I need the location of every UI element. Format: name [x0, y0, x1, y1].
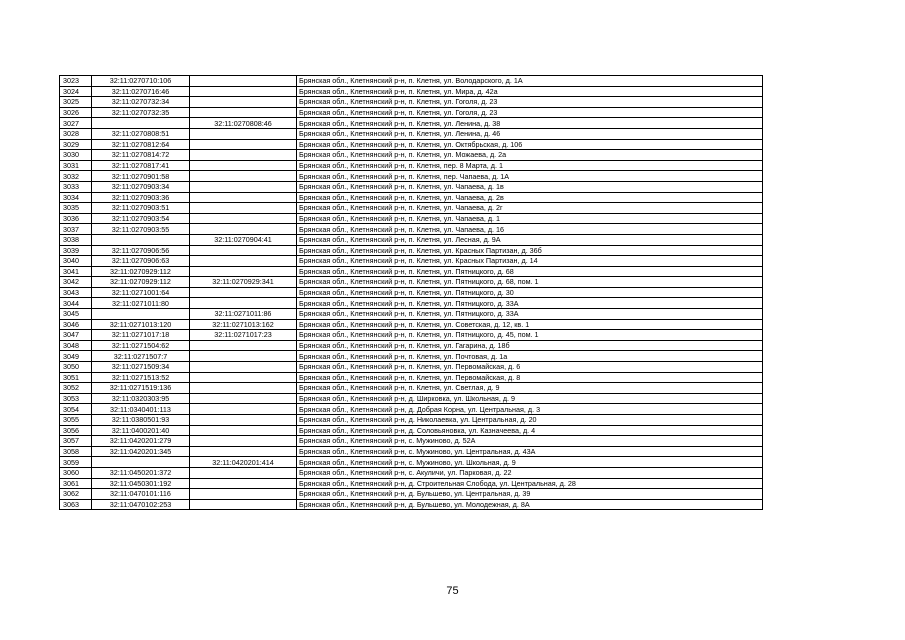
- address-cell: Брянская обл., Клетнянский р-н, п. Клетня, ул. Можаева, д. 2а: [297, 150, 763, 161]
- address-cell: Брянская обл., Клетнянский р-н, п. Клетня, ул. Ленина, д. 38: [297, 118, 763, 129]
- cadastral-number-cell: 32:11:0270929:112: [92, 266, 190, 277]
- cadastral-number-cell: 32:11:0270710:106: [92, 76, 190, 87]
- page-number: 75: [446, 585, 459, 597]
- cadastral-number-cell: 32:11:0270903:55: [92, 224, 190, 235]
- cadastral-number-cell: 32:11:0450301:192: [92, 478, 190, 489]
- address-cell: Брянская обл., Клетнянский р-н, п. Клетня, ул. Чапаева, д. 16: [297, 224, 763, 235]
- row-number-cell: 3048: [60, 340, 92, 351]
- cadastral-number-cell: 32:11:0270903:54: [92, 213, 190, 224]
- related-cadastral-number-cell: [190, 192, 297, 203]
- row-number-cell: 3047: [60, 330, 92, 341]
- table-row: [60, 446, 763, 457]
- related-cadastral-number-cell: [190, 467, 297, 478]
- address-cell: Брянская обл., Клетнянский р-н, п. Клетня, ул. Светлая, д. 9: [297, 383, 763, 394]
- row-number-cell: 3059: [60, 457, 92, 468]
- related-cadastral-number-cell: [190, 362, 297, 373]
- table-row: [60, 139, 763, 150]
- address-cell: Брянская обл., Клетнянский р-н, с. Мужиново, д. 52А: [297, 436, 763, 447]
- row-number-cell: 3032: [60, 171, 92, 182]
- row-number-cell: 3045: [60, 309, 92, 320]
- cadastral-number-cell: 32:11:0270817:41: [92, 160, 190, 171]
- related-cadastral-number-cell: [190, 245, 297, 256]
- cadastral-number-cell: 32:11:0271513:52: [92, 372, 190, 383]
- table-row: [60, 245, 763, 256]
- cadastral-number-cell: [92, 309, 190, 320]
- address-cell: Брянская обл., Клетнянский р-н, п. Клетня, ул. Красных Партизан, д. 36б: [297, 245, 763, 256]
- row-number-cell: 3063: [60, 499, 92, 510]
- row-number-cell: 3030: [60, 150, 92, 161]
- related-cadastral-number-cell: [190, 415, 297, 426]
- address-cell: Брянская обл., Клетнянский р-н, п. Клетня, ул. Октябрьская, д. 106: [297, 139, 763, 150]
- row-number-cell: 3052: [60, 383, 92, 394]
- related-cadastral-number-cell: [190, 181, 297, 192]
- cadastral-number-cell: 32:11:0420201:279: [92, 436, 190, 447]
- related-cadastral-number-cell: [190, 499, 297, 510]
- address-cell: Брянская обл., Клетнянский р-н, п. Клетня, ул. Гоголя, д. 23: [297, 107, 763, 118]
- cadastral-number-cell: 32:11:0270732:34: [92, 97, 190, 108]
- cadastral-number-cell: 32:11:0271013:120: [92, 319, 190, 330]
- table-row: [60, 213, 763, 224]
- cadastral-number-cell: 32:11:0271017:18: [92, 330, 190, 341]
- address-cell: Брянская обл., Клетнянский р-н, п. Клетня, ул. Пятницкого, д. 33А: [297, 309, 763, 320]
- related-cadastral-number-cell: [190, 266, 297, 277]
- table-row: [60, 192, 763, 203]
- address-cell: Брянская обл., Клетнянский р-н, п. Клетня, ул. Чапаева, д. 2г: [297, 203, 763, 214]
- cadastral-number-cell: 32:11:0270814:72: [92, 150, 190, 161]
- address-cell: Брянская обл., Клетнянский р-н, д. Строительная Слобода, ул. Центральная, д. 28: [297, 478, 763, 489]
- cadastral-number-cell: 32:11:0270906:63: [92, 256, 190, 267]
- related-cadastral-number-cell: [190, 171, 297, 182]
- cadastral-number-cell: 32:11:0270906:56: [92, 245, 190, 256]
- related-cadastral-number-cell: 32:11:0271013:162: [190, 319, 297, 330]
- table-row: [60, 319, 763, 330]
- cadastral-number-cell: 32:11:0270716:46: [92, 86, 190, 97]
- cadastral-number-cell: 32:11:0271519:136: [92, 383, 190, 394]
- row-number-cell: 3029: [60, 139, 92, 150]
- cadastral-number-cell: 32:11:0450201:372: [92, 467, 190, 478]
- address-cell: Брянская обл., Клетнянский р-н, п. Клетня, ул. Почтовая, д. 1а: [297, 351, 763, 362]
- table-row: [60, 499, 763, 510]
- address-cell: Брянская обл., Клетнянский р-н, п. Клетня, ул. Мира, д. 42а: [297, 86, 763, 97]
- related-cadastral-number-cell: [190, 256, 297, 267]
- cadastral-number-cell: 32:11:0270903:34: [92, 181, 190, 192]
- related-cadastral-number-cell: [190, 224, 297, 235]
- row-number-cell: 3024: [60, 86, 92, 97]
- address-cell: Брянская обл., Клетнянский р-н, п. Клетня, ул. Ленина, д. 46: [297, 128, 763, 139]
- cadastral-number-cell: [92, 118, 190, 129]
- cadastral-number-cell: 32:11:0270812:64: [92, 139, 190, 150]
- related-cadastral-number-cell: 32:11:0271011:86: [190, 309, 297, 320]
- address-cell: Брянская обл., Клетнянский р-н, п. Клетня, ул. Чапаева, д. 1: [297, 213, 763, 224]
- table-row: [60, 330, 763, 341]
- row-number-cell: 3033: [60, 181, 92, 192]
- address-cell: Брянская обл., Клетнянский р-н, п. Клетня, ул. Красных Партизан, д. 14: [297, 256, 763, 267]
- table-row: [60, 383, 763, 394]
- row-number-cell: 3062: [60, 489, 92, 500]
- row-number-cell: 3042: [60, 277, 92, 288]
- row-number-cell: 3053: [60, 393, 92, 404]
- row-number-cell: 3057: [60, 436, 92, 447]
- related-cadastral-number-cell: [190, 372, 297, 383]
- cadastral-number-cell: 32:11:0380501:93: [92, 415, 190, 426]
- related-cadastral-number-cell: [190, 76, 297, 87]
- row-number-cell: 3037: [60, 224, 92, 235]
- address-cell: Брянская обл., Клетнянский р-н, д. Соловьяновка, ул. Казначеева, д. 4: [297, 425, 763, 436]
- related-cadastral-number-cell: [190, 425, 297, 436]
- cadastral-number-cell: [92, 234, 190, 245]
- address-cell: Брянская обл., Клетнянский р-н, с. Мужиново, ул. Центральная, д. 43А: [297, 446, 763, 457]
- address-cell: Брянская обл., Клетнянский р-н, п. Клетня, пер. Чапаева, д. 1А: [297, 171, 763, 182]
- address-cell: Брянская обл., Клетнянский р-н, д. Бульшево, ул. Молодежная, д. 8А: [297, 499, 763, 510]
- related-cadastral-number-cell: [190, 150, 297, 161]
- table-row: [60, 171, 763, 182]
- table-row: [60, 309, 763, 320]
- cadastral-number-cell: 32:11:0320303:95: [92, 393, 190, 404]
- row-number-cell: 3058: [60, 446, 92, 457]
- address-cell: Брянская обл., Клетнянский р-н, п. Клетня, ул. Володарского, д. 1А: [297, 76, 763, 87]
- related-cadastral-number-cell: [190, 340, 297, 351]
- table-row: [60, 489, 763, 500]
- address-cell: Брянская обл., Клетнянский р-н, д. Николаевка, ул. Центральная, д. 20: [297, 415, 763, 426]
- row-number-cell: 3036: [60, 213, 92, 224]
- table-row: [60, 351, 763, 362]
- row-number-cell: 3031: [60, 160, 92, 171]
- cadastral-number-cell: 32:11:0271509:34: [92, 362, 190, 373]
- related-cadastral-number-cell: [190, 436, 297, 447]
- row-number-cell: 3054: [60, 404, 92, 415]
- row-number-cell: 3040: [60, 256, 92, 267]
- registry-table: [59, 75, 763, 510]
- address-cell: Брянская обл., Клетнянский р-н, д. Ширковка, ул. Школьная, д. 9: [297, 393, 763, 404]
- table-row: [60, 203, 763, 214]
- table-row: [60, 224, 763, 235]
- row-number-cell: 3046: [60, 319, 92, 330]
- related-cadastral-number-cell: [190, 383, 297, 394]
- related-cadastral-number-cell: [190, 213, 297, 224]
- cadastral-number-cell: 32:11:0270732:35: [92, 107, 190, 118]
- address-cell: Брянская обл., Клетнянский р-н, п. Клетня, ул. Советская, д. 12, кв. 1: [297, 319, 763, 330]
- address-cell: Брянская обл., Клетнянский р-н, п. Клетня, ул. Пятницкого, д. 45, пом. 1: [297, 330, 763, 341]
- cadastral-number-cell: 32:11:0270929:112: [92, 277, 190, 288]
- related-cadastral-number-cell: [190, 203, 297, 214]
- address-cell: Брянская обл., Клетнянский р-н, п. Клетня, ул. Первомайская, д. 8: [297, 372, 763, 383]
- row-number-cell: 3050: [60, 362, 92, 373]
- related-cadastral-number-cell: [190, 478, 297, 489]
- address-cell: Брянская обл., Клетнянский р-н, п. Клетня, ул. Гагарина, д. 18б: [297, 340, 763, 351]
- cadastral-number-cell: 32:11:0270903:36: [92, 192, 190, 203]
- table-row: [60, 415, 763, 426]
- related-cadastral-number-cell: [190, 86, 297, 97]
- related-cadastral-number-cell: 32:11:0420201:414: [190, 457, 297, 468]
- address-cell: Брянская обл., Клетнянский р-н, п. Клетня, ул. Первомайская, д. 6: [297, 362, 763, 373]
- row-number-cell: 3025: [60, 97, 92, 108]
- related-cadastral-number-cell: [190, 393, 297, 404]
- table-row: [60, 86, 763, 97]
- address-cell: Брянская обл., Клетнянский р-н, п. Клетня, ул. Чапаева, д. 1в: [297, 181, 763, 192]
- row-number-cell: 3039: [60, 245, 92, 256]
- table-row: [60, 256, 763, 267]
- cadastral-number-cell: 32:11:0400201:40: [92, 425, 190, 436]
- cadastral-number-cell: 32:11:0340401:113: [92, 404, 190, 415]
- related-cadastral-number-cell: [190, 446, 297, 457]
- row-number-cell: 3060: [60, 467, 92, 478]
- row-number-cell: 3056: [60, 425, 92, 436]
- related-cadastral-number-cell: [190, 139, 297, 150]
- table-row: [60, 160, 763, 171]
- table-row: [60, 76, 763, 87]
- table-row: [60, 128, 763, 139]
- address-cell: Брянская обл., Клетнянский р-н, п. Клетня, ул. Пятницкого, д. 68, пом. 1: [297, 277, 763, 288]
- table-row: [60, 436, 763, 447]
- related-cadastral-number-cell: [190, 128, 297, 139]
- table-row: [60, 467, 763, 478]
- related-cadastral-number-cell: [190, 160, 297, 171]
- address-cell: Брянская обл., Клетнянский р-н, д. Добрая Корна, ул. Центральная, д. 3: [297, 404, 763, 415]
- table-row: [60, 150, 763, 161]
- related-cadastral-number-cell: [190, 404, 297, 415]
- address-cell: Брянская обл., Клетнянский р-н, п. Клетня, ул. Лесная, д. 9А: [297, 234, 763, 245]
- related-cadastral-number-cell: [190, 298, 297, 309]
- cadastral-number-cell: [92, 457, 190, 468]
- address-cell: Брянская обл., Клетнянский р-н, п. Клетня, ул. Чапаева, д. 2в: [297, 192, 763, 203]
- row-number-cell: 3061: [60, 478, 92, 489]
- related-cadastral-number-cell: [190, 287, 297, 298]
- table-row: [60, 478, 763, 489]
- row-number-cell: 3023: [60, 76, 92, 87]
- row-number-cell: 3035: [60, 203, 92, 214]
- row-number-cell: 3043: [60, 287, 92, 298]
- row-number-cell: 3051: [60, 372, 92, 383]
- cadastral-number-cell: 32:11:0420201:345: [92, 446, 190, 457]
- cadastral-number-cell: 32:11:0271011:80: [92, 298, 190, 309]
- related-cadastral-number-cell: 32:11:0270808:46: [190, 118, 297, 129]
- registry-table-body: [60, 76, 763, 510]
- address-cell: Брянская обл., Клетнянский р-н, с. Мужиново, ул. Школьная, д. 9: [297, 457, 763, 468]
- address-cell: Брянская обл., Клетнянский р-н, с. Акуличи, ул. Парковая, д. 22: [297, 467, 763, 478]
- table-row: [60, 181, 763, 192]
- cadastral-number-cell: 32:11:0470101:116: [92, 489, 190, 500]
- address-cell: Брянская обл., Клетнянский р-н, п. Клетня, ул. Гоголя, д. 23: [297, 97, 763, 108]
- table-row: [60, 234, 763, 245]
- table-row: [60, 362, 763, 373]
- related-cadastral-number-cell: [190, 489, 297, 500]
- cadastral-number-cell: 32:11:0270903:51: [92, 203, 190, 214]
- table-row: [60, 118, 763, 129]
- table-row: [60, 277, 763, 288]
- table-row: [60, 457, 763, 468]
- row-number-cell: 3044: [60, 298, 92, 309]
- table-row: [60, 287, 763, 298]
- cadastral-number-cell: 32:11:0271507:7: [92, 351, 190, 362]
- cadastral-number-cell: 32:11:0271504:62: [92, 340, 190, 351]
- table-row: [60, 266, 763, 277]
- cadastral-number-cell: 32:11:0270901:58: [92, 171, 190, 182]
- row-number-cell: 3028: [60, 128, 92, 139]
- related-cadastral-number-cell: 32:11:0270929:341: [190, 277, 297, 288]
- related-cadastral-number-cell: 32:11:0271017:23: [190, 330, 297, 341]
- cadastral-number-cell: 32:11:0270808:51: [92, 128, 190, 139]
- row-number-cell: 3041: [60, 266, 92, 277]
- related-cadastral-number-cell: [190, 97, 297, 108]
- table-row: [60, 372, 763, 383]
- table-row: [60, 404, 763, 415]
- row-number-cell: 3038: [60, 234, 92, 245]
- row-number-cell: 3049: [60, 351, 92, 362]
- cadastral-number-cell: 32:11:0271001:64: [92, 287, 190, 298]
- related-cadastral-number-cell: 32:11:0270904:41: [190, 234, 297, 245]
- address-cell: Брянская обл., Клетнянский р-н, д. Бульшево, ул. Центральная, д. 39: [297, 489, 763, 500]
- table-row: [60, 107, 763, 118]
- row-number-cell: 3055: [60, 415, 92, 426]
- table-row: [60, 340, 763, 351]
- table-row: [60, 298, 763, 309]
- row-number-cell: 3034: [60, 192, 92, 203]
- related-cadastral-number-cell: [190, 107, 297, 118]
- address-cell: Брянская обл., Клетнянский р-н, п. Клетня, ул. Пятницкого, д. 68: [297, 266, 763, 277]
- address-cell: Брянская обл., Клетнянский р-н, п. Клетня, пер. 8 Марта, д. 1: [297, 160, 763, 171]
- address-cell: Брянская обл., Клетнянский р-н, п. Клетня, ул. Пятницкого, д. 30: [297, 287, 763, 298]
- table-row: [60, 97, 763, 108]
- address-cell: Брянская обл., Клетнянский р-н, п. Клетня, ул. Пятницкого, д. 33А: [297, 298, 763, 309]
- related-cadastral-number-cell: [190, 351, 297, 362]
- row-number-cell: 3027: [60, 118, 92, 129]
- row-number-cell: 3026: [60, 107, 92, 118]
- table-row: [60, 425, 763, 436]
- cadastral-number-cell: 32:11:0470102:253: [92, 499, 190, 510]
- table-row: [60, 393, 763, 404]
